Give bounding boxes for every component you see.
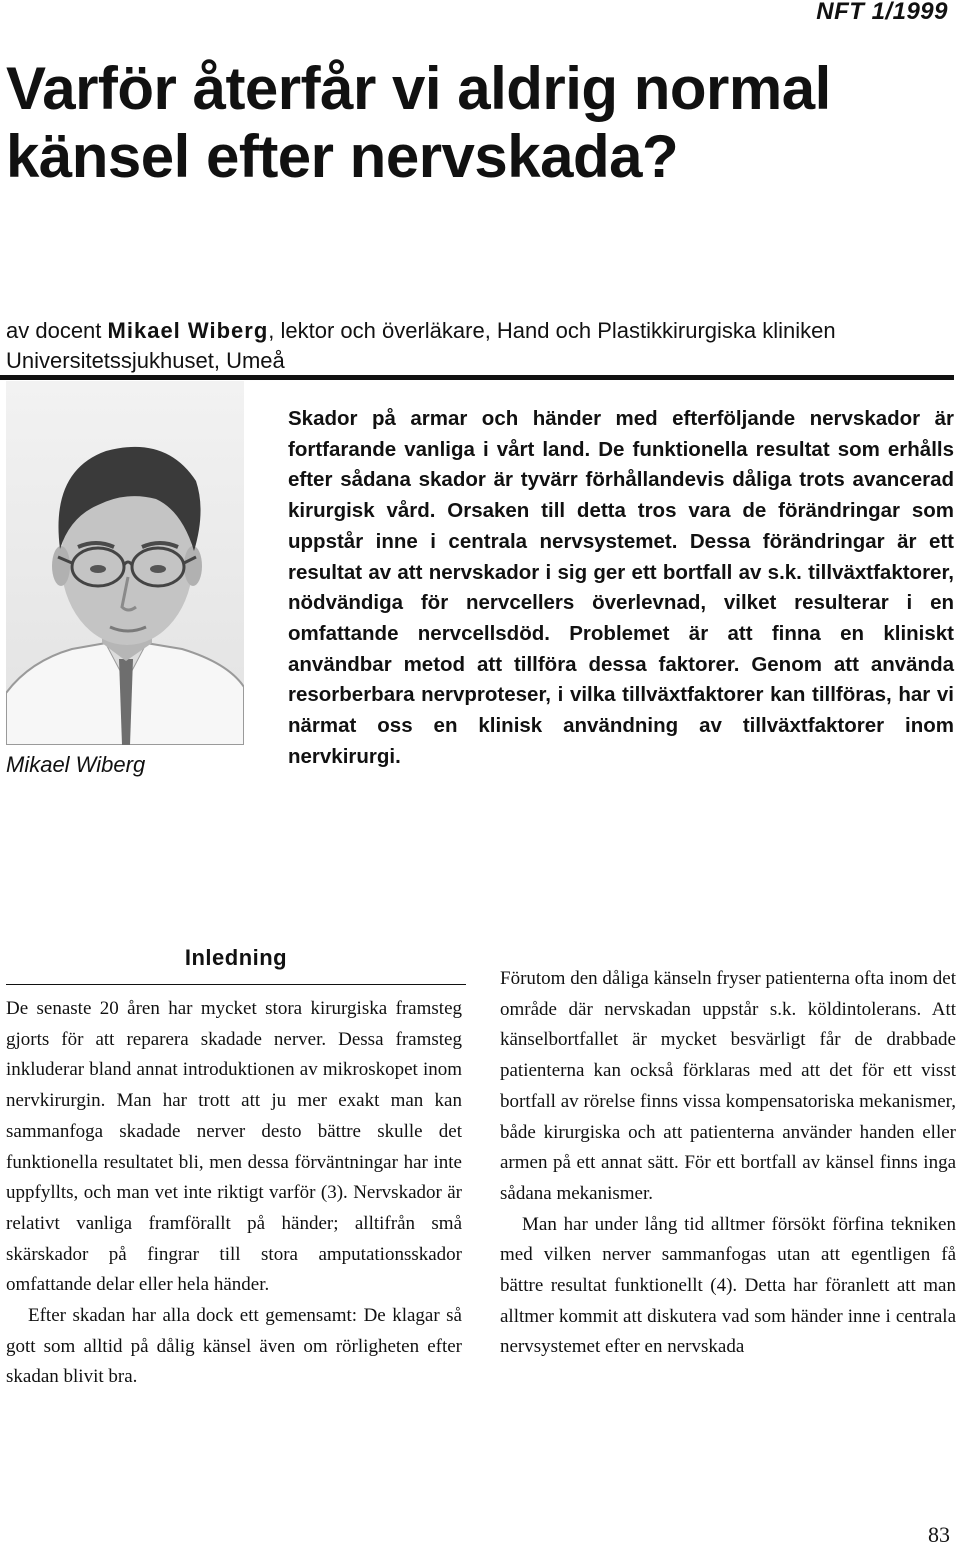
article-title: Varför återfår vi aldrig normal känsel efter nervskada? — [6, 55, 831, 190]
section-divider — [6, 984, 466, 985]
author-photo — [6, 381, 244, 745]
section-heading: Inledning — [184, 945, 288, 970]
page-number: 83 — [928, 1522, 950, 1547]
paragraph: De senaste 20 åren har mycket stora kirurgiska framsteg gjorts för att reparera skadade nerver. Dessa framsteg inkluderar bland annat introduktionen av mikroskopet inom nervkirurgin. Man har trott att ju mer exakt man kan sammanfoga skadade nerver desto bättre skulle det funktionella resultatet bli, men dessa förväntningar har inte uppfyllts, och man vet inte riktigt varför (3). Nervskador är relativt vanliga framförallt på händer; alltifrån små skärskador på fingrar till stora amputationsskador omfattande delar eller hela händer. — [6, 998, 462, 1296]
paragraph: Man har under lång tid alltmer försökt förfina tekniken med vilken nerver sammanfogas utan att egentligen få bättre resultat funktionellt (4). Detta har föranlett att man alltmer kommit att diskutera vad som händer inne i centrala nervsystemet efter en nervskada — [500, 1213, 956, 1358]
article-abstract — [288, 404, 954, 772]
photo-caption: Mikael Wiberg — [6, 752, 146, 777]
article-byline — [6, 316, 954, 376]
paragraph: Efter skadan har alla dock ett gemensamt: De klagar så gott som alltid på dålig känsel även om rörligheten efter skadan blivit bra. — [6, 1305, 462, 1388]
abstract-text: Skador på armar och händer med efterföljande nervskador är fortfarande vanliga i vårt land. De funktionella resultat som erhålls efter sådana skador är tyvärr förhållandevis dåliga trots avancerad kirurgisk vård. Orsaken till detta tros vara de förändringar som uppstår inne i centrala nervsystemet. Dessa förändringar är ett resultat av att nervskador i sig ger ett bortfall av s.k. tillväxtfaktorer, nödvändiga för nervcellers överlevnad, vilket resulterar i en omfattande nervcellsdöd. Problemet är att finna en kliniskt användbar metod att tillföra dessa faktorer. Genom att använda resorberbara nervproteser, i vilka tillväxtfaktorer kan tillföras, har vi närmat oss en klinisk användning av tillväxtfaktorer inom nervkirurgi. — [288, 407, 954, 768]
byline-prefix: av docent — [6, 318, 102, 343]
paragraph: Förutom den dåliga känseln fryser patienterna ofta inom det område där nervskadan uppstår s.k. köldintolerans. Att känselbortfallet är mycket besvärligt får de drabbade patienterna kan också förklaras med att det för ett visst bortfall av rörelse finns vissa kompensatoriska mekanismer, både kirurgiska och att patienterna använder handen eller armen på ett annat sätt. För ett bortfall av känsel finns inga sådana mekanismer. — [500, 968, 956, 1204]
author-portrait-illustration — [6, 381, 244, 745]
journal-issue-label: NFT 1/1999 — [816, 0, 948, 25]
title-divider — [0, 375, 954, 380]
byline-author: Mikael Wiberg — [107, 318, 269, 343]
right-text-column — [500, 964, 956, 1363]
left-text-column — [6, 994, 462, 1393]
byline-affiliation: , lektor och överläkare, Hand och Plastikkirurgiska kliniken Universitetssjukhuset, Umeå — [6, 318, 836, 373]
